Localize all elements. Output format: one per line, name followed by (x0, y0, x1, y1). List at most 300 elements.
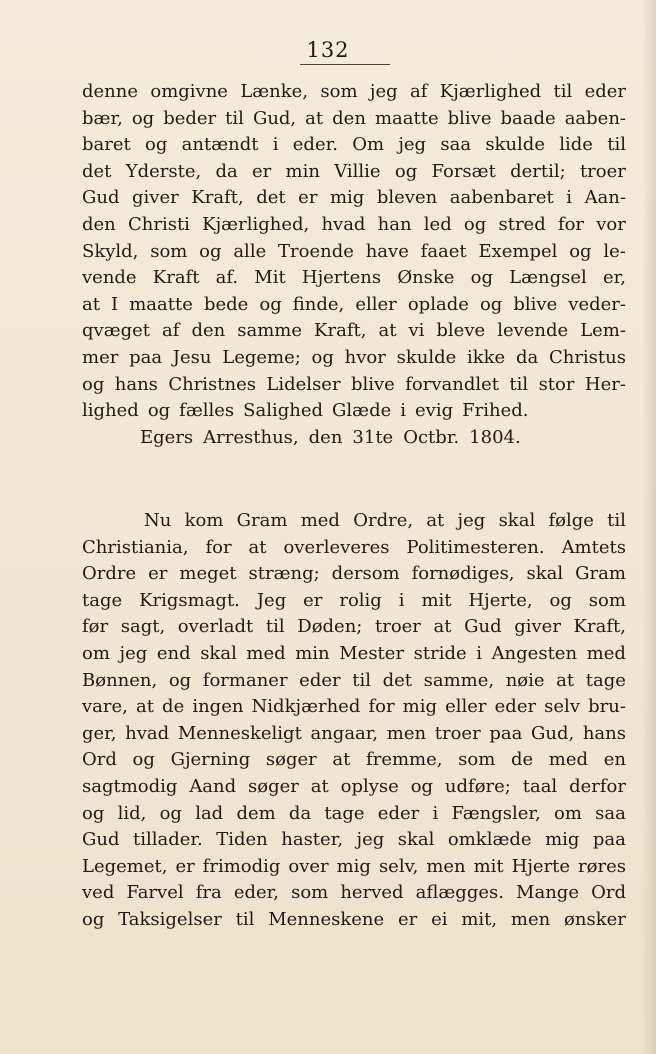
text-line (82, 372, 626, 399)
word: maatte (129, 293, 193, 315)
word: Gud (82, 187, 120, 209)
word: eder, (233, 882, 279, 904)
word: antændt (181, 134, 259, 156)
page-number-rule (300, 64, 390, 65)
word: samme (237, 320, 303, 342)
word: af (162, 320, 180, 342)
word: om (82, 642, 110, 664)
word: skal (200, 642, 237, 664)
word: troer (579, 160, 626, 182)
word: bleve (436, 320, 486, 342)
word: Gud (464, 616, 502, 638)
word: omklæde (447, 829, 532, 851)
word: Her- (584, 373, 626, 395)
word: alle (233, 240, 267, 262)
word: bær, (82, 107, 123, 129)
word: med (300, 510, 340, 531)
word: blive (513, 293, 558, 315)
word: Jesu (172, 346, 212, 368)
word: at (310, 775, 329, 797)
text-line (82, 265, 626, 292)
word: og (82, 373, 105, 395)
text-line (82, 185, 626, 212)
word: at (556, 669, 575, 691)
word: lad (195, 802, 224, 824)
word: maatte (374, 107, 439, 129)
text-line (82, 854, 626, 881)
word: til (225, 107, 244, 129)
word: ønsker (564, 908, 626, 930)
word: mig (402, 696, 438, 718)
word: den (332, 107, 366, 129)
text-line (82, 641, 626, 668)
word: da (288, 802, 312, 824)
word: Bønnen, (82, 669, 158, 691)
page-number: 132 (306, 38, 350, 62)
text-line (82, 774, 626, 801)
word: paa (489, 722, 523, 744)
word: mig (336, 855, 371, 877)
word: stræng; (248, 563, 320, 585)
word: oplyse (340, 775, 399, 797)
word: følge (548, 510, 594, 531)
word: er, (602, 267, 626, 289)
word: jeg (398, 134, 427, 156)
word: af (410, 81, 428, 102)
word: Glæde (332, 400, 392, 422)
word: for (368, 696, 395, 718)
word: og (147, 400, 171, 422)
word: veder- (568, 293, 626, 315)
word: hvad (125, 722, 170, 744)
text-line (82, 561, 626, 588)
word: Fængsler, (451, 802, 541, 824)
word: evig (415, 400, 454, 422)
text-line (82, 239, 626, 266)
word: formaner (202, 669, 288, 691)
word: Arresthus, (203, 427, 299, 448)
word: Mit (254, 267, 286, 289)
word: er (303, 589, 323, 611)
word: have (365, 240, 409, 262)
word: derfor (569, 775, 626, 797)
word: Gram (575, 563, 626, 585)
word: at (332, 749, 351, 771)
word: Christnes (168, 373, 257, 395)
word: nøie (505, 669, 545, 691)
word: taal (522, 775, 558, 797)
word: ei (431, 908, 448, 930)
text-line (82, 508, 626, 535)
word: vende (82, 267, 137, 289)
text-line (82, 880, 626, 907)
word: de (162, 696, 185, 718)
word: Gjerning (170, 749, 251, 771)
word: Yderste, (125, 160, 202, 182)
text-line (82, 345, 626, 372)
word: og (410, 775, 434, 797)
word: Kraft (152, 267, 200, 289)
word: eder (494, 696, 537, 718)
word: ingen (192, 696, 244, 718)
word: til (265, 616, 285, 638)
word: er (175, 855, 195, 877)
word: Ordre, (353, 510, 414, 531)
word: og (82, 908, 105, 930)
word: le- (603, 240, 626, 262)
word: at (426, 510, 445, 531)
word: aflægges. (415, 882, 504, 904)
word: levende (497, 320, 569, 342)
word: Mange (516, 882, 579, 904)
word: Frihed. (462, 400, 529, 422)
text-line (82, 668, 626, 695)
word: Troende (278, 240, 354, 262)
word: fornødiges, (411, 563, 515, 585)
word: jeg (119, 642, 148, 664)
word: da (515, 346, 539, 368)
word: som (588, 589, 626, 611)
word: og (259, 293, 282, 315)
word: søger (265, 749, 317, 771)
word: Jeg (256, 589, 287, 611)
word: giver (132, 187, 179, 209)
word: Gram (236, 510, 288, 531)
word: til (352, 669, 371, 691)
word: og (145, 134, 168, 156)
word: om (554, 802, 582, 824)
word: og (549, 589, 572, 611)
word: i (400, 400, 407, 422)
word: paa (129, 346, 163, 368)
word: bleven (376, 187, 438, 209)
text-line (82, 614, 626, 641)
word: hvad (321, 213, 366, 235)
word: for (557, 213, 585, 235)
word: Lem- (580, 320, 626, 342)
word: omgivne (150, 81, 228, 102)
word: skal (397, 829, 435, 851)
text-line (82, 212, 626, 239)
word: Nu (144, 510, 172, 531)
word: at (248, 536, 267, 558)
word: skal (498, 510, 536, 531)
word: hans (114, 373, 158, 395)
word: dem (236, 802, 276, 824)
word: mig (545, 829, 580, 851)
word: Skyld, (82, 240, 139, 262)
word: i (398, 589, 405, 611)
word: Ordre (82, 563, 137, 585)
text-line (82, 907, 626, 934)
word: til (607, 510, 626, 531)
word: er (298, 187, 318, 209)
word: og (394, 160, 418, 182)
word: jeg (457, 510, 486, 531)
word: og (479, 293, 503, 315)
word: mer (82, 346, 119, 368)
word: baade (500, 107, 556, 129)
word: 31te (352, 427, 394, 448)
text-line (82, 79, 626, 106)
word: qvæget (82, 320, 151, 342)
word: Forsæt (431, 160, 496, 182)
word: før (82, 616, 109, 638)
word: selv (544, 696, 580, 718)
word: Menneskene (268, 908, 385, 930)
word: eller (355, 293, 397, 315)
text-line (82, 588, 626, 615)
word: i (272, 134, 279, 156)
word: lid, (117, 802, 147, 824)
word: skal (526, 563, 564, 585)
word: Hjerte, (468, 589, 533, 611)
word: Ønske (397, 267, 455, 289)
word: I (111, 293, 119, 315)
word: med (246, 642, 286, 664)
word: den (191, 320, 226, 342)
word: Længsel (509, 267, 587, 289)
word: med (548, 749, 589, 771)
word: Hjerte (511, 855, 571, 877)
word: det (256, 187, 286, 209)
text-line (82, 106, 626, 133)
word: men (386, 722, 427, 744)
word: sagt, (120, 616, 166, 638)
word: og (463, 213, 487, 235)
word: blive (447, 107, 492, 129)
word: og (199, 240, 222, 262)
text-line (82, 535, 626, 562)
word: meget (179, 563, 237, 585)
word: de (510, 749, 534, 771)
word: hans (582, 722, 626, 744)
word: Om (352, 134, 385, 156)
word: oplade (407, 293, 469, 315)
word: bede (203, 293, 249, 315)
word: er (252, 160, 272, 182)
word: Legeme; (222, 346, 301, 368)
word: vi (408, 320, 425, 342)
word: og (168, 669, 192, 691)
word: finde, (292, 293, 345, 315)
word: at (433, 616, 452, 638)
word: skulde (485, 134, 545, 156)
word: faaet (420, 240, 467, 262)
word: for (205, 536, 232, 558)
signature-line (82, 425, 626, 452)
word: mit (473, 855, 504, 877)
word: og (132, 749, 155, 771)
word: min (295, 642, 330, 664)
word: denne (82, 81, 139, 102)
word: og (569, 240, 592, 262)
paragraph-1 (82, 79, 626, 425)
word: giver (514, 616, 561, 638)
word: er (148, 563, 168, 585)
word: baret (82, 134, 131, 156)
word: Aan- (584, 187, 626, 209)
word: stred (498, 213, 546, 235)
word: at (305, 107, 324, 129)
word: i (432, 802, 439, 824)
text-line (82, 398, 626, 425)
word: Farvel (126, 882, 184, 904)
word: troer (374, 616, 421, 638)
text-line (82, 801, 626, 828)
word: udføre; (444, 775, 511, 797)
word: og (82, 802, 105, 824)
text-line (82, 694, 626, 721)
word: og (131, 107, 155, 129)
word: end (156, 642, 191, 664)
word: over (288, 855, 329, 877)
word: Villie (334, 160, 381, 182)
word: aaben- (564, 107, 626, 129)
word: 1804. (469, 427, 521, 448)
word: Kraft, (573, 616, 626, 638)
word: eder (377, 802, 420, 824)
word: mit, (461, 908, 498, 930)
word: Angesten (491, 642, 578, 664)
word: som (320, 81, 358, 102)
word: Salighed (243, 400, 324, 422)
word: selv, (378, 855, 419, 877)
word: men (426, 855, 466, 877)
word: sagtmodig (82, 775, 178, 797)
word: Octbr. (403, 427, 460, 448)
word: stride (413, 642, 467, 664)
page-edge-shadow (642, 0, 656, 1054)
word: Gud (82, 829, 120, 851)
word: det (82, 160, 112, 182)
word: i (566, 187, 573, 209)
word: Kjærlighed, (202, 213, 310, 235)
word: Tiden (216, 829, 268, 851)
word: Politimesteren. (406, 536, 545, 558)
word: til (607, 134, 626, 156)
word: Legemet, (82, 855, 168, 877)
text-line (82, 827, 626, 854)
word: Exempel (478, 240, 558, 262)
word: Gud, (530, 722, 575, 744)
word: som (291, 882, 329, 904)
word: herved (340, 882, 404, 904)
word: fremme, (366, 749, 443, 771)
word: Christi (127, 213, 190, 235)
word: min (285, 160, 320, 182)
word: eder (299, 669, 341, 691)
word: vor (596, 213, 626, 235)
word: og (470, 267, 493, 289)
word: blive (350, 373, 395, 395)
word: tage (324, 802, 365, 824)
word: dersom (331, 563, 400, 585)
word: fra (195, 882, 222, 904)
word: rolig (339, 589, 382, 611)
word: Christiania, (82, 536, 189, 558)
word: overladt (177, 616, 254, 638)
word: beder (163, 107, 217, 129)
word: jeg (369, 81, 398, 102)
word: ger, (82, 722, 117, 744)
word: røres (578, 855, 626, 877)
word: bru- (588, 696, 626, 718)
word: til (235, 908, 255, 930)
text-line (82, 132, 626, 159)
word: han (377, 213, 412, 235)
word: tage (82, 589, 123, 611)
word: overleveres (283, 536, 390, 558)
word: til (509, 373, 529, 395)
word: tage (585, 669, 626, 691)
word: Amtets (561, 536, 626, 558)
word: hvor (344, 346, 386, 368)
word: søger (248, 775, 299, 797)
word: Kjærlighed (439, 81, 542, 102)
word: eder (584, 81, 626, 102)
word: skulde (396, 346, 457, 368)
word: Ord (591, 882, 626, 904)
word: at (82, 293, 100, 315)
word: fælles (179, 400, 235, 422)
signature-block (82, 425, 626, 452)
word: samme, (423, 669, 495, 691)
word: kom (184, 510, 224, 531)
word: til (553, 81, 573, 102)
word: jeg (356, 829, 385, 851)
word: mig (329, 187, 365, 209)
word: Taksigelser (118, 908, 222, 930)
word: Kraft, (314, 320, 367, 342)
word: af. (215, 267, 239, 289)
word: Døden; (297, 616, 363, 638)
word: led (423, 213, 452, 235)
word: som (458, 749, 496, 771)
text-line (82, 159, 626, 186)
word: dertil; (510, 160, 566, 182)
word: som (150, 240, 188, 262)
word: Kraft, (191, 187, 244, 209)
word: aabenbaret (449, 187, 554, 209)
paragraph-2 (82, 508, 626, 934)
word: lighed (82, 400, 139, 422)
word: haster, (281, 829, 344, 851)
word: Krigsmagt. (139, 589, 240, 611)
word: den (82, 213, 116, 235)
word: stor (538, 373, 575, 395)
word: angaar, (310, 722, 379, 744)
word: det (382, 669, 412, 691)
word: er (398, 908, 418, 930)
word: Menneskeligt (177, 722, 302, 744)
word: den (308, 427, 343, 448)
word: frimodig (202, 855, 281, 877)
word: Aand (189, 775, 237, 797)
word: eller (445, 696, 487, 718)
word: at (378, 320, 397, 342)
word: i (476, 642, 482, 664)
word: tillader. (132, 829, 203, 851)
word: Mester (339, 642, 405, 664)
word: at (135, 696, 154, 718)
text-line (82, 721, 626, 748)
word: mit (421, 589, 452, 611)
word: Hjertens (301, 267, 382, 289)
word: Lidelser (266, 373, 341, 395)
word: forvandlet (405, 373, 499, 395)
word: lide (559, 134, 593, 156)
